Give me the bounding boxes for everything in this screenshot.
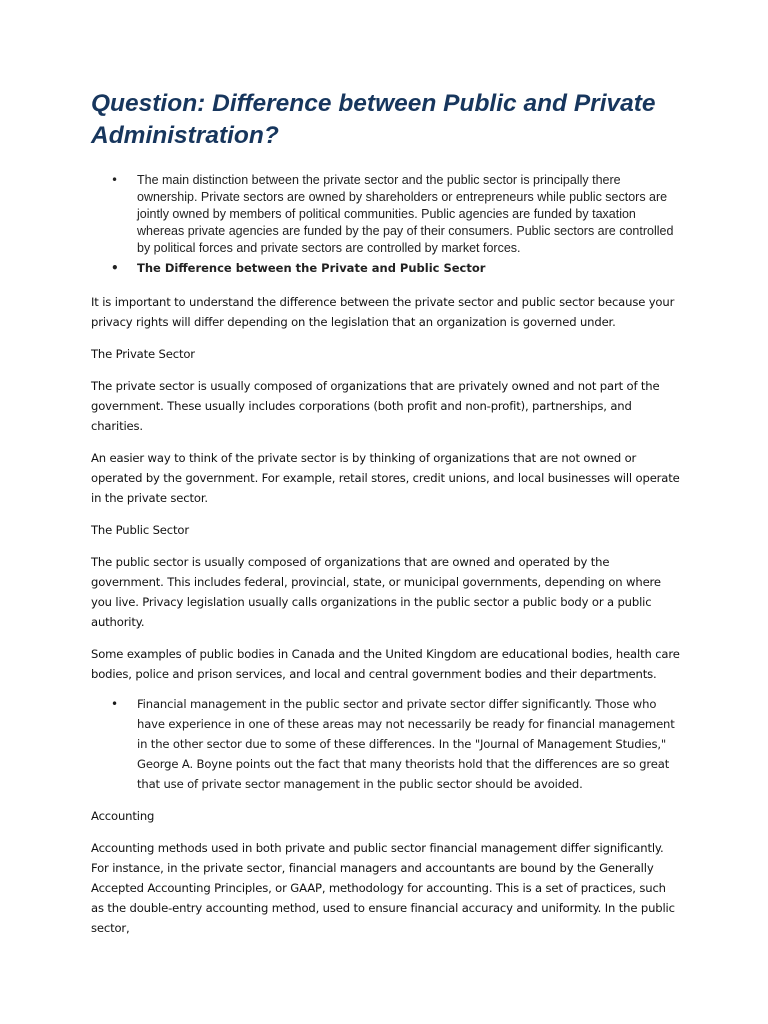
intro-bullet-list — [91, 172, 682, 278]
paragraph-accounting: Accounting methods used in both private and public sector financial management differ significantly. For instance, in the private sector, financial managers and accountants are bound by the Generally Accepted Accounting Principles, or GAAP, methodology for accounting. This is a set of practices, such as the double-entry accounting method, used to ensure financial accuracy and uniformity. In the public sector, — [91, 841, 675, 935]
financial-bullet-list — [91, 694, 682, 794]
paragraph-private-example: An easier way to think of the private sector is by thinking of organizations that are not owned or operated by the government. For example, retail stores, credit unions, and local businesses will operate in the private sector. — [91, 451, 680, 505]
paragraph-public-definition: The public sector is usually composed of organizations that are owned and operated by the government. This includes federal, provincial, state, or municipal governments, depending on where you live. Privacy legislation usually calls organizations in the public sector a public body or a public authority. — [91, 555, 661, 629]
section-heading-accounting: Accounting — [91, 809, 155, 823]
list-item: • The Difference between the Private and Public Sector — [91, 259, 682, 278]
list-item: • The main distinction between the private sector and the public sector is principally there ownership. Private sectors are owned by shareholders or entrepreneurs while public sectors are jointly owned by members of political communities. Public agencies are funded by taxation whereas private agencies are funded by the pay of their consumers. Public sectors are controlled by political forces and private sectors are controlled by market forces. — [91, 172, 682, 257]
paragraph-public-examples: Some examples of public bodies in Canada and the United Kingdom are educational bodies, health care bodies, police and prison services, and local and central government bodies and their departments. — [91, 647, 680, 681]
section-heading-private: The Private Sector — [91, 347, 195, 361]
section-heading-public: The Public Sector — [91, 523, 189, 537]
list-item: • Financial management in the public sector and private sector differ significantly. Those who have experience in one of these areas may not necessarily be ready for financial management in the other sector due to some of these differences. In the "Journal of Management Studies," George A. Boyne points out the fact that many theorists hold that the differences are so great that use of private sector management in the public sector should be avoided. — [91, 694, 682, 794]
page-title: Question: Difference between Public and Private Administration? — [91, 90, 656, 149]
paragraph-private-definition: The private sector is usually composed of organizations that are privately owned and not part of the government. These usually includes corporations (both profit and non-profit), partnerships, and charities. — [91, 379, 660, 433]
paragraph-privacy-rights: It is important to understand the difference between the private sector and public sector because your privacy rights will differ depending on the legislation that an organization is governed under. — [91, 295, 675, 329]
